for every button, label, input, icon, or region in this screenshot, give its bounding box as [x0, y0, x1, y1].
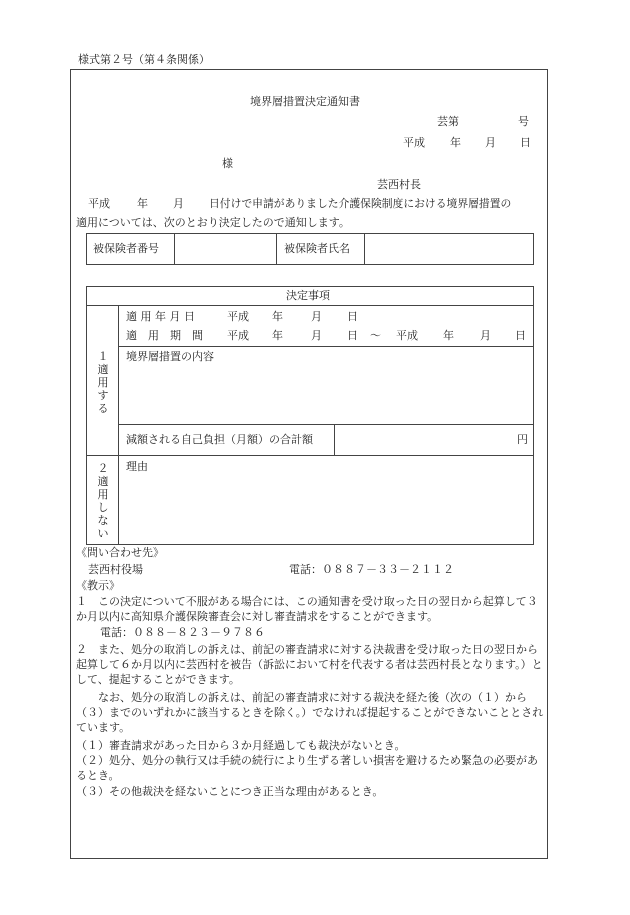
intro-year: 年 — [137, 197, 148, 210]
period-start-month: 月 — [311, 329, 322, 342]
notice-item-2: ２ また、処分の取消しの訴えは、前記の審査請求に対する決裁書を受け取った日の翌日から起算して６か月以内に芸西村を被告（訴訟において村を代表する者は芸西村長となります。）として、提起することができます。 — [76, 643, 543, 686]
reduction-unit: 円 — [517, 433, 528, 446]
insured-name-label: 被保険者氏名 — [284, 242, 350, 255]
period-end-day: 日 — [515, 329, 526, 342]
doc-number-suffix: 号 — [518, 115, 529, 128]
notice-item-1-phone: 電話：０８８－８２３－９７８６ — [100, 626, 265, 639]
notice-sub-2: （２）処分、処分の執行又は手続の続行により生ずる著しい損害を避けるため緊急の必要があるとき。 — [76, 754, 538, 782]
period-end-year: 年 — [443, 329, 454, 342]
issuer: 芸西村長 — [377, 178, 421, 191]
apply-date-day: 日 — [347, 310, 358, 323]
contact-phone: 電話：０８８７－３３－２１１２ — [289, 563, 454, 576]
period-end-era: 平成 — [396, 329, 418, 342]
apply-date-month: 月 — [311, 310, 322, 323]
apply-date-label: 適 用 年 月 日 — [126, 310, 195, 323]
period-start-year: 年 — [272, 329, 283, 342]
notice-sub-3: （３）その他裁決を経ないことにつき正当な理由があるとき。 — [76, 785, 384, 798]
notice-header: 《教示》 — [76, 579, 120, 592]
section2-label: ２適用しない — [97, 462, 109, 540]
period-start-era: 平成 — [227, 329, 249, 342]
date-day: 日 — [520, 136, 531, 149]
decision-header: 決定事項 — [286, 289, 330, 302]
contact-header: 《問い合わせ先》 — [76, 546, 164, 559]
intro-era: 平成 — [88, 197, 110, 210]
period-start-day: 日 — [347, 329, 358, 342]
period-end-month: 月 — [480, 329, 491, 342]
decision-table — [86, 286, 534, 545]
intro-line1: 日付けで申請がありました介護保険制度における境界層措置の — [209, 197, 512, 210]
intro-line2: 適用については、次のとおり決定したので通知します。 — [76, 216, 350, 229]
contact-office: 芸西村役場 — [88, 563, 143, 576]
form-number: 様式第２号（第４条関係） — [78, 53, 210, 66]
doc-number-prefix: 芸第 — [437, 115, 459, 128]
section1-label: １適用する — [97, 350, 109, 415]
apply-period-label: 適 用 期 間 — [126, 329, 203, 342]
date-era: 平成 — [403, 136, 425, 149]
reduction-label: 減額される自己負担（月額）の合計額 — [126, 433, 313, 446]
date-year: 年 — [450, 136, 461, 149]
notice-item-1: １ この決定について不服がある場合には、この通知書を受け取った日の翌日から起算して３か月以内に高知県介護保険審査会に対し審査請求をすることができます。 — [76, 595, 538, 623]
date-month: 月 — [485, 136, 496, 149]
apply-date-era: 平成 — [227, 310, 249, 323]
recipient-suffix: 様 — [222, 157, 233, 170]
insured-number-label: 被保険者番号 — [93, 242, 159, 255]
notice-item-2b: なお、処分の取消しの訴えは、前記の審査請求に対する裁決を経た後（次の（１）から（３）までのいずれかに該当するときを除く。）でなければ提起することができないこととされています。 — [76, 691, 544, 734]
reason-label: 理由 — [126, 460, 148, 473]
apply-date-year: 年 — [272, 310, 283, 323]
period-tilde: ～ — [370, 329, 381, 342]
content-label: 境界層措置の内容 — [126, 350, 214, 363]
notice-sub-1: （１）審査請求があった日から３か月経過しても裁決がないとき。 — [76, 739, 406, 752]
intro-month: 月 — [173, 197, 184, 210]
document-title: 境界層措置決定通知書 — [250, 95, 360, 108]
